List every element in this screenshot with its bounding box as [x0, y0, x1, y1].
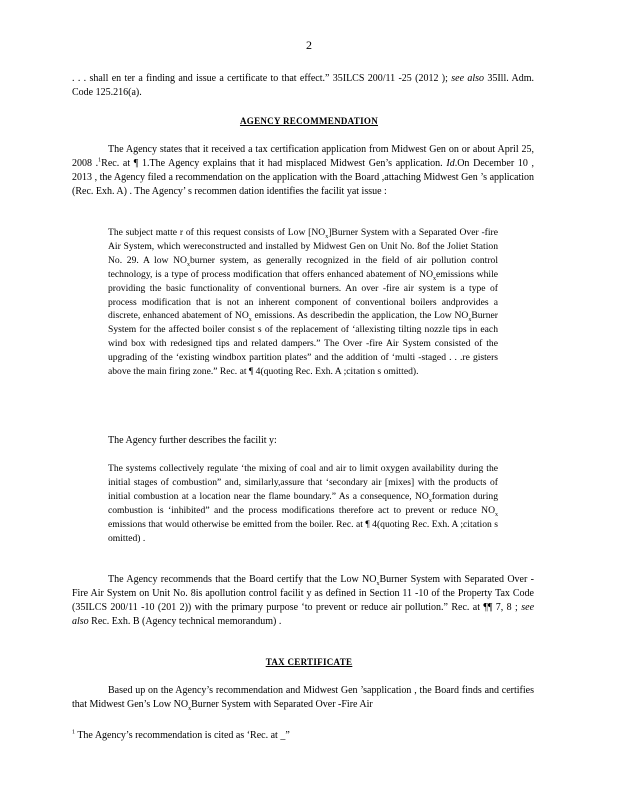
paragraph-text: .On December 10 , 2013 , the Agency filed a recommendation on the application with the Board ,attaching Midwest Gen ’s application (Rec. Exh. A) . The Agency’ s recommen dation identifies the facilit yat issue : [72, 157, 535, 197]
section-heading-tax-certificate: TAX CERTIFICATE [265, 657, 353, 667]
block-quote-systems: The systems collectively regulate ‘the mixing of coal and air to limit oxygen availability during the initial stages of combustion” and, similarly,assure that ‘secondary air [mixes] with the products of initial combustion at a location near the flame boundary.” As a consequence, $NO_xformation$ during combustion is ‘inhibited” and the process modifications therefore act to prevent or reduce $NO_x$ emissions that would otherwise be emitted from the boiler. Rec. at ¶ 4(quoting Rec. Exh. A ;citation s omitted) . [108, 463, 498, 544]
paragraph-based-upon: Based up on the Agency’s recommendation and Midwest Gen ’sapplication , the Board finds and certifies that Midwest Gen’s Low $NO_xBurner$ System with Separated Over -Fire Air [72, 685, 534, 712]
footnote-text: The Agency’s recommendation is cited as ‘Rec. at _” [77, 730, 290, 741]
continuation-cite: 35Ill. Adm. Code 125.216(a). [72, 73, 535, 98]
footnote-ref: 1 [98, 157, 102, 164]
continuation-paragraph [72, 72, 534, 100]
paragraph-agency-recommends: The Agency recommends that the Board certify that the Low $NO_xBurner$ System with Separated Over -Fire Air System on Unit No. 8is apollution control facilit y as defined in Section 11 -10 of the Property Tax Code (35ILCS 200/11 -10 (201 2)) with the primary purpose ‘to prevent or reduce air pollution.” Rec. at ¶¶ 7, 8 ; see also Rec. Exh. B (Agency technical memorandum) . [72, 574, 535, 627]
see-also-signal: see also [72, 601, 535, 627]
section-heading-agency-recommendation: AGENCY RECOMMENDATION [239, 116, 379, 126]
footnote-mark: 1 [72, 729, 75, 736]
paragraph-text: The Agency states that it received a tax certification application from Midwest Gen on or about April 25, 2008 . [72, 144, 534, 169]
see-also-signal: see also [451, 73, 485, 84]
paragraph-further-describes: The Agency further describes the facilit y: [108, 435, 277, 446]
block-quote-subject-matter: The subject matte r of this request consists of Low $[NO_x]Burner$ System with a Separated Over -fire Air System, which wereconstructed and installed by Midwest Gen on Unit No. 8of the Joliet Station No. 29. A low $NO_xburner$ system, as generally recognized in the field of air pollution control technology, is a type of process modification that offers enhanced abatement of $NO_xemissions$ while providing the basic functionality of conventional burners. An over -fire air system is a type of process modification that is not an inherent component of conventional boilers andprovides a discrete, enhanced abatement of $NO_x$ emissions. As describedin the application, the Low $NO_xBurner$ System for the affected boiler consist s of the replacement of ‘allexisting tilting nozzle tips in each wind box with redesigned tips and related dampers.” The Over -fire Air System consisted of the upgrading of the ‘existing windbox partition plates” and the addition of ‘multi -staged . . .re gisters above the main firing zone.” Rec. at ¶ 4(quoting Rec. Exh. A ;citation s omitted). [108, 227, 499, 378]
paragraph-agency-states [72, 143, 534, 199]
footnote [72, 729, 534, 742]
paragraph-text: Rec. at ¶ 1.The Agency explains that it had misplaced Midwest Gen’s application. [101, 157, 443, 169]
page-number: 2 [306, 38, 312, 52]
continuation-text: . . . shall en ter a finding and issue a certificate to that effect.” 35ILCS 200/11 -25 (2012 ); [72, 73, 448, 84]
id-signal: Id [446, 157, 455, 169]
